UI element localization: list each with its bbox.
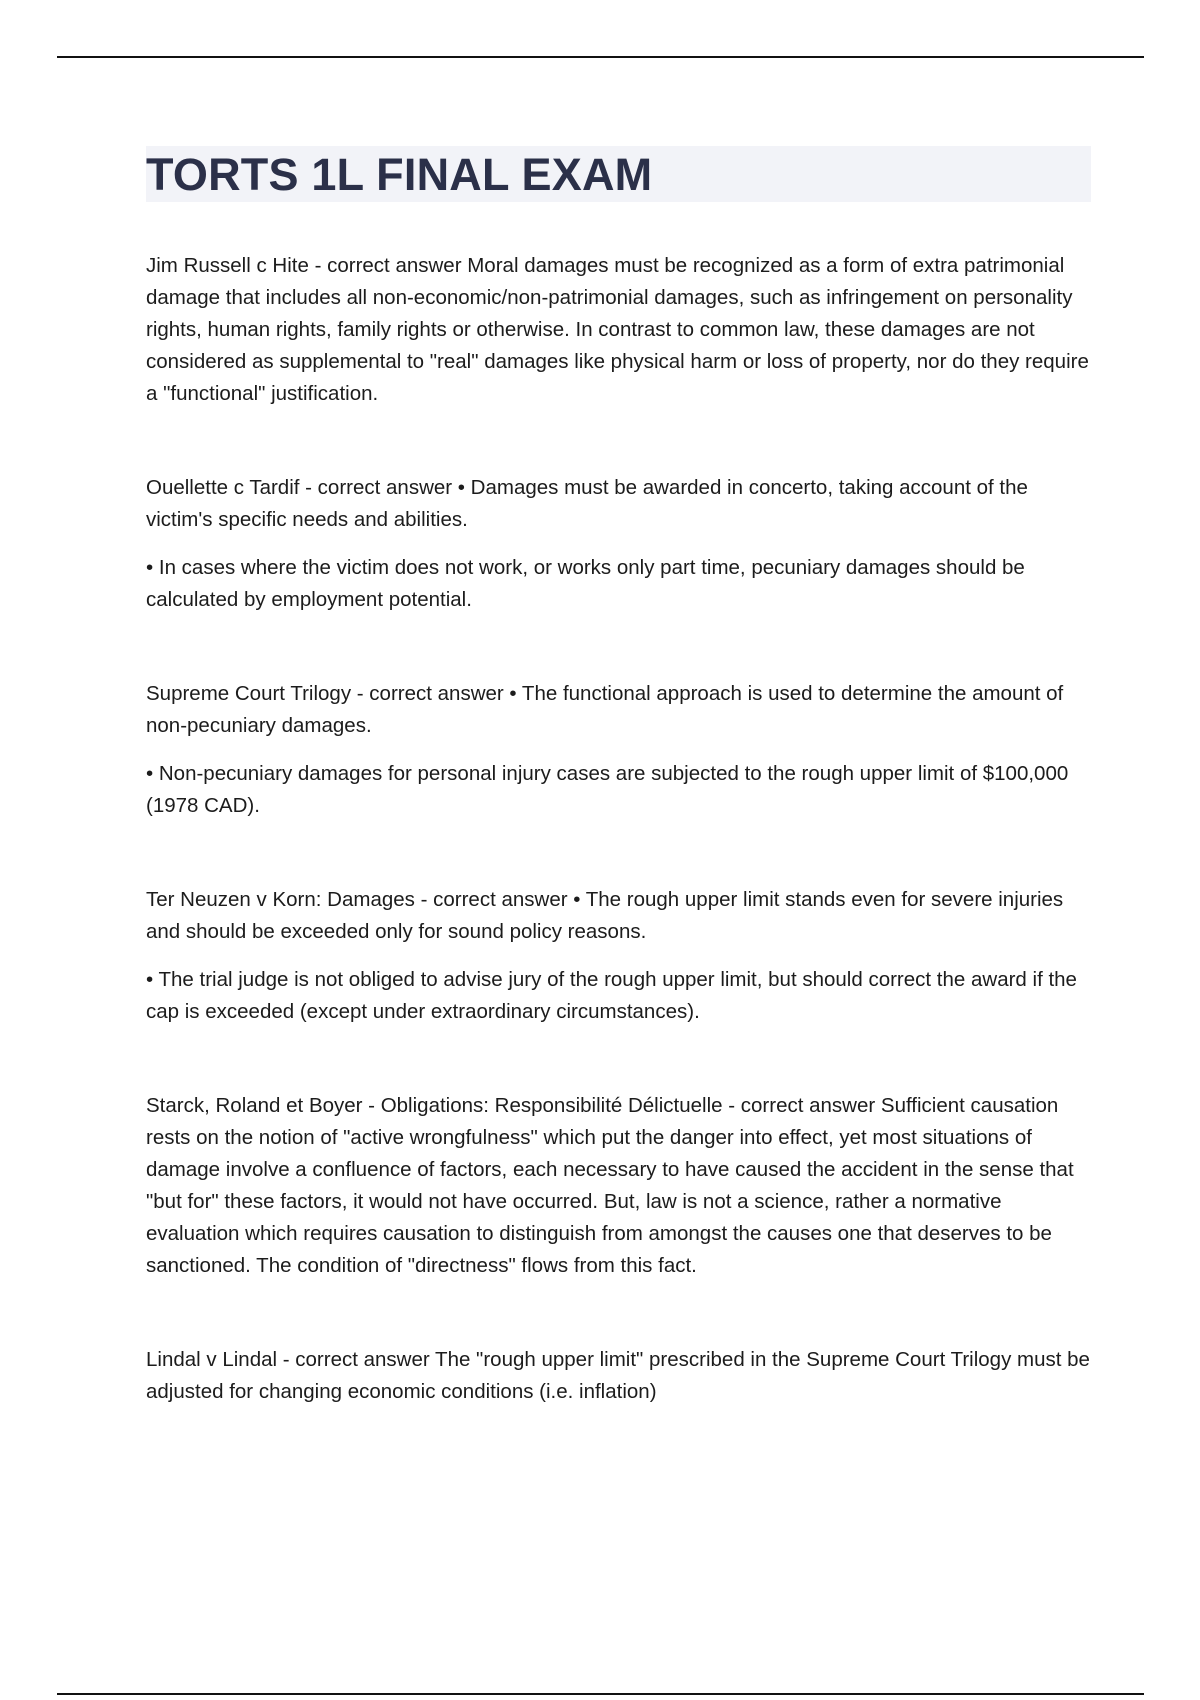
document-body xyxy=(146,146,1091,1470)
top-rule xyxy=(57,56,1144,58)
entry-bullet-paragraph: • Non-pecuniary damages for personal injury cases are subjected to the rough upper limit of $100,000 (1978 CAD). xyxy=(146,762,1069,817)
entry-lindal-v-lindal xyxy=(146,1344,1091,1408)
title-banner xyxy=(146,146,1091,202)
entry-supreme-court-trilogy xyxy=(146,678,1091,822)
entry-ter-neuzen-v-korn xyxy=(146,884,1091,1028)
entry-paragraph: Lindal v Lindal - correct answer The "rough upper limit" prescribed in the Supreme Court Trilogy must be adjusted for changing economic conditions (i.e. inflation) xyxy=(146,1348,1090,1403)
entry-paragraph: Jim Russell c Hite - correct answer Moral damages must be recognized as a form of extra patrimonial damage that includes all non-economic/non-patrimonial damages, such as infringement on personality rights, human rights, family rights or otherwise. In contrast to common law, these damages are not considered as supplemental to "real" damages like physical harm or loss of property, nor do they require a "functional" justification. xyxy=(146,254,1089,405)
bottom-rule xyxy=(57,1693,1144,1695)
entry-paragraph: Starck, Roland et Boyer - Obligations: Responsibilité Délictuelle - correct answer Sufficient causation rests on the notion of "active wrongfulness" which put the danger into effect, yet most situations of damage involve a confluence of factors, each necessary to have caused the accident in the sense that "but for" these factors, it would not have occurred. But, law is not a science, rather a normative evaluation which requires causation to distinguish from amongst the causes one that deserves to be sanctioned. The condition of "directness" flows from this fact. xyxy=(146,1094,1074,1277)
entry-bullet-paragraph: • The trial judge is not obliged to advise jury of the rough upper limit, but should correct the award if the cap is exceeded (except under extraordinary circumstances). xyxy=(146,968,1077,1023)
entry-paragraph: Ouellette c Tardif - correct answer • Damages must be awarded in concerto, taking account of the victim's specific needs and abilities. xyxy=(146,476,1028,531)
entry-starck-roland-et-boyer xyxy=(146,1090,1091,1282)
entry-ouellette-c-tardif xyxy=(146,472,1091,616)
document-title: TORTS 1L FINAL EXAM xyxy=(146,148,653,200)
entry-bullet-paragraph: • In cases where the victim does not work, or works only part time, pecuniary damages should be calculated by employment potential. xyxy=(146,556,1025,611)
entry-paragraph: Ter Neuzen v Korn: Damages - correct answer • The rough upper limit stands even for severe injuries and should be exceeded only for sound policy reasons. xyxy=(146,888,1064,943)
entry-paragraph: Supreme Court Trilogy - correct answer • The functional approach is used to determine the amount of non-pecuniary damages. xyxy=(146,682,1064,737)
entry-jim-russell-c-hite xyxy=(146,250,1091,410)
